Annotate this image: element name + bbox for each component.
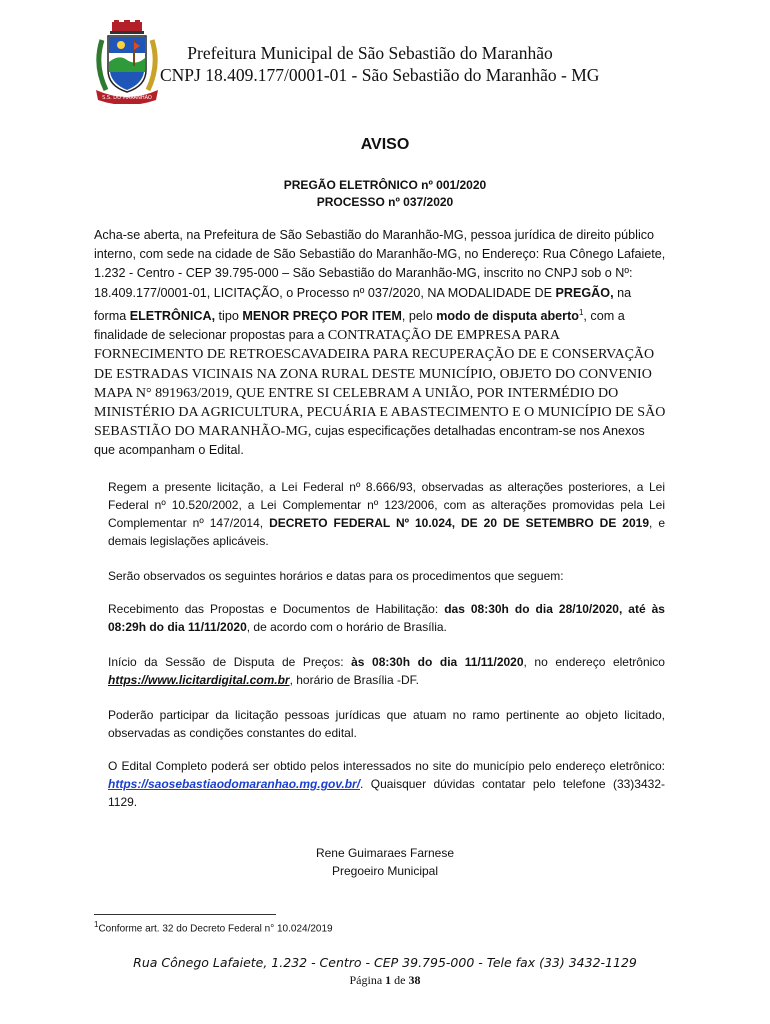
footnote-mark: 1 (94, 920, 99, 929)
letterhead-cnpj: CNPJ 18.409.177/0001-01 - São Sebastião do Maranhão - MG (160, 65, 600, 85)
signatory-name: Rene Guimaraes Farnese (315, 846, 455, 860)
intro-line: Acha-se aberta, na Prefeitura de São Sebastião do Maranhão-MG, pessoa jurídica de direito público (94, 228, 655, 242)
legal-basis-paragraph (108, 478, 665, 550)
processo-number: PROCESSO nº 037/2020 (316, 195, 454, 209)
edital-availability-paragraph (108, 757, 665, 811)
intro-text: cujas especificações detalhadas encontram-se nos Anexos (311, 424, 645, 439)
licitardigital-link[interactable]: https://www.licitardigital.com.br (108, 673, 290, 687)
session-date: às 08:30h do dia 11/11/2020 (351, 655, 524, 669)
session-start-paragraph (108, 653, 665, 689)
letterhead (160, 42, 600, 86)
edital-text: O Edital Completo poderá ser obtido pelos interessados no site do município pelo endereço eletrônico: (108, 759, 665, 773)
intro-text: 18.409.177/0001-01, LICITAÇÃO, o Processo nº 037/2020, NA MODALIDADE DE (94, 285, 556, 300)
intro-text: , pelo (401, 309, 437, 323)
letterhead-institution: Prefeitura Municipal de São Sebastião do Maranhão (187, 43, 553, 63)
forma-eletronica: ELETRÔNICA, (129, 309, 216, 323)
intro-line (94, 284, 678, 303)
object-line: MAPA N° 891963/2019, QUE ENTRE SI CELEBRAM A UNIÃO, POR INTERMÉDIO DO (94, 385, 619, 401)
session-text: , horário de Brasília -DF. (289, 673, 419, 687)
receipt-label: Recebimento das Propostas e Documentos de Habilitação: (108, 602, 445, 616)
intro-line: que acompanham o Edital. (94, 443, 244, 458)
municipality-website-link[interactable]: https://saosebastiaodomaranhao.mg.gov.br/ (108, 777, 361, 791)
tipo-menor-preco: MENOR PREÇO POR ITEM (242, 309, 402, 323)
pregao-number: PREGÃO ELETRÔNICO nº 001/2020 (283, 178, 487, 192)
footnote-divider (94, 914, 276, 915)
intro-text: finalidade de selecionar propostas para a (94, 328, 328, 343)
receipt-dates: das 08:30h do dia 28/10/2020, até às 08:29h do dia 11/11/2020 (108, 602, 665, 634)
legal-basis-text: Regem a presente licitação, a Lei Federal nº 8.666/93, observadas as alterações posteriores, a Lei Federal nº 10.520/2002, a Lei Complementar nº 123/2006, com as alterações promovidas pela Lei Complementar nº 147/2014, (108, 480, 665, 530)
decree-reference: DECRETO FEDERAL Nº 10.024, DE 20 DE SETEMBRO DE 2019 (269, 516, 649, 530)
intro-text: , com a (583, 309, 625, 323)
modalidade-pregao: PREGÃO, (555, 285, 614, 300)
legal-basis-text: , e demais legislações aplicáveis. (108, 516, 665, 548)
footnote-reference[interactable]: 1 (578, 307, 584, 317)
page-label: Página (349, 973, 386, 987)
session-text: , no endereço eletrônico (523, 655, 665, 669)
page-footer-address: Rua Cônego Lafaiete, 1.232 - Centro - CEP 39.795-000 - Tele fax (33) 3432-1129 (133, 955, 637, 970)
intro-line: interno, com sede na cidade de São Sebastião do Maranhão-MG, no Endereço: Rua Cônego Lafaiete, (94, 247, 666, 262)
page-number (0, 973, 770, 988)
page-of: de (391, 973, 409, 987)
object-line: MINISTÉRIO DA AGRICULTURA, PECUÁRIA E ABASTECIMENTO E O MUNICÍPIO DE SÃO (94, 405, 666, 421)
document-title: AVISO (360, 136, 410, 153)
intro-line: 1.232 - Centro - CEP 39.795-000 – São Sebastião do Maranhão-MG, inscrito no CNPJ sob o Nº: (94, 266, 633, 281)
intro-paragraph (94, 226, 678, 461)
object-line: FORNECIMENTO DE RETROESCAVADEIRA PARA RECUPERAÇÃO DE E CONSERVAÇÃO (94, 347, 655, 363)
schedule-intro: Serão observados os seguintes horários e datas para os procedimentos que seguem: (108, 569, 564, 583)
municipal-coat-of-arms-logo (92, 20, 162, 104)
intro-line (94, 303, 678, 326)
footnote-text: Conforme art. 32 do Decreto Federal n° 10.024/2019 (98, 923, 333, 935)
intro-text: forma (94, 309, 130, 323)
proposal-receipt-paragraph (108, 600, 665, 636)
intro-text: na (613, 285, 632, 300)
intro-text: tipo (215, 309, 243, 323)
signatory-role: Pregoeiro Municipal (331, 864, 439, 878)
logo-ribbon-text: S.S. DO MARANHÃO (102, 95, 152, 101)
current-page: 1 (385, 973, 392, 987)
object-line: DE ESTRADAS VICINAIS NA ZONA RURAL DESTE MUNICÍPIO, OBJETO DO CONVENIO (94, 366, 652, 382)
receipt-note: , de acordo com o horário de Brasília. (246, 620, 447, 634)
intro-line (94, 326, 678, 345)
session-label: Início da Sessão de Disputa de Preços: (108, 655, 352, 669)
object-text: CONTRATAÇÃO DE EMPRESA PARA (327, 328, 560, 344)
edital-text: . Quaisquer dúvidas contatar pelo telefone (33)3432-1129. (108, 777, 665, 809)
object-text: SEBASTIÃO DO MARANHÃO-MG, (94, 424, 312, 440)
modo-disputa: modo de disputa aberto (436, 309, 579, 323)
participation-paragraph: Poderão participar da licitação pessoas jurídicas que atuam no ramo pertinente ao objeto licitado, observadas as condições constantes do edital. (108, 708, 665, 740)
intro-line (94, 422, 678, 441)
total-pages: 38 (408, 973, 421, 987)
footnote (94, 920, 333, 934)
